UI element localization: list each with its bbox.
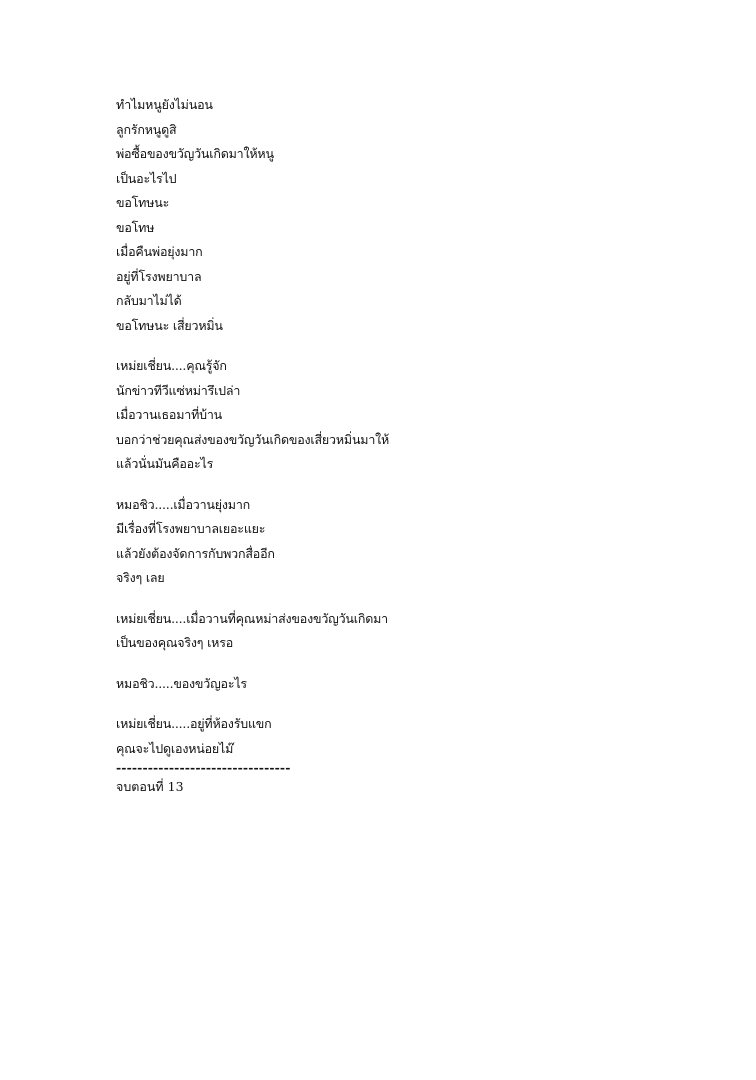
paragraph-gap: [116, 696, 716, 712]
text-line: ลูกรักหนูดูสิ: [116, 121, 177, 137]
text-line: เหม่ยเชี่ยน....คุณรู้จัก: [116, 358, 227, 373]
paragraph-1: [116, 93, 716, 338]
text-line: คุณจะไปดูเองหน่อยไม๊: [116, 740, 234, 756]
text-line: หมอชิว.....ของขวัญอะไร: [116, 675, 247, 691]
paragraph-3: [116, 493, 716, 591]
text-line: เหม่ยเชี่ยน.....อยู่ที่ห้องรับแขก: [116, 716, 272, 731]
text-line: แล้วยังต้องจัดการกับพวกสื่ออีก: [116, 545, 275, 561]
paragraph-4: [116, 607, 716, 656]
paragraph-5: [116, 672, 716, 697]
text-line: หมอชิว.....เมื่อวานยุ่งมาก: [116, 496, 251, 512]
text-line: กลับมาไม่ได้: [116, 293, 182, 308]
section-divider: ---------------------------------: [116, 760, 291, 775]
text-line: เมื่อคืนพ่อยุ่งมาก: [116, 244, 203, 259]
paragraph-gap: [116, 591, 716, 607]
paragraph-6: [116, 712, 716, 761]
text-line: เหม่ยเชี่ยน....เมื่อวานที่คุณหม่าส่งของขวัญวันเกิดมา: [116, 610, 388, 626]
text-line: พ่อซื้อของขวัญวันเกิดมาให้หนู: [116, 146, 274, 161]
text-line: นักข่าวทีวีแซ่หม่ารึเปล่า: [116, 382, 241, 398]
text-line: เป็นอะไรไป: [116, 170, 177, 186]
text-line: จริงๆ เลย: [116, 570, 165, 585]
text-line: ขอโทษนะ: [116, 195, 170, 210]
paragraph-gap: [116, 477, 716, 493]
text-line: ขอโทษนะ เสี่ยวหมิ่น: [116, 317, 223, 333]
document-content: [116, 93, 716, 799]
text-line: เป็นของคุณจริงๆ เหรอ: [116, 635, 234, 650]
paragraph-gap: [116, 338, 716, 354]
text-line: แล้วนั่นมันคืออะไร: [116, 456, 214, 471]
text-line: ขอโทษ: [116, 219, 155, 235]
paragraph-gap: [116, 656, 716, 672]
text-line: ทำไมหนูยังไม่นอน: [116, 97, 213, 112]
text-line: อยู่ที่โรงพยาบาล: [116, 268, 202, 284]
paragraph-2: [116, 354, 716, 477]
text-line: เมื่อวานเธอมาที่บ้าน: [116, 407, 223, 422]
chapter-end-text: จบตอนที่ 13: [116, 779, 184, 794]
text-line: บอกว่าช่วยคุณส่งของขวัญวันเกิดของเสี่ยวหมิ่นมาให้: [116, 431, 390, 447]
text-line: มีเรื่องที่โรงพยาบาลเยอะแยะ: [116, 521, 266, 536]
